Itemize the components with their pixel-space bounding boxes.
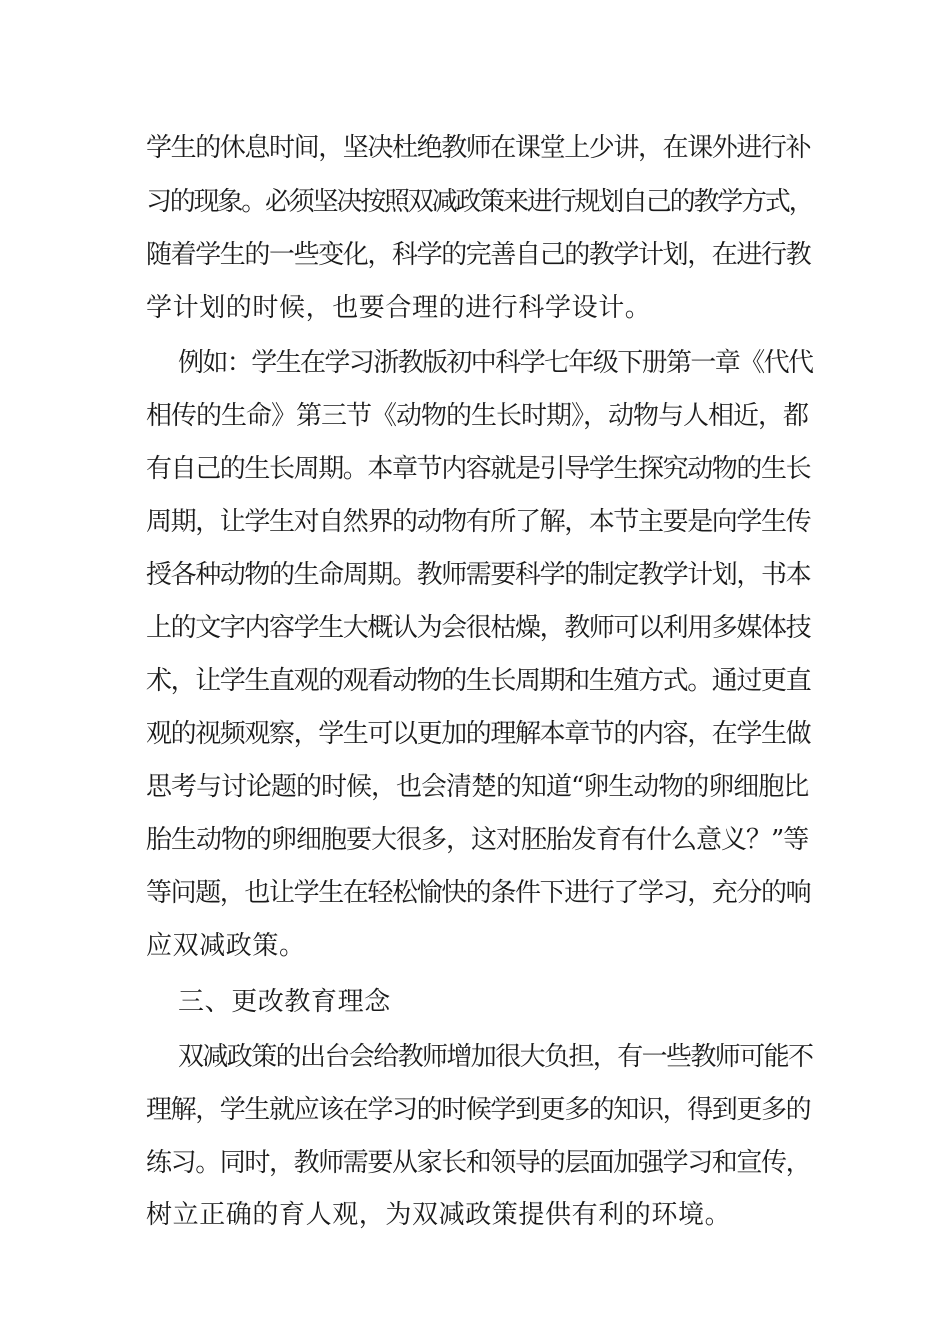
- paragraph-2-line-7: 术，让学生直观的观看动物的生长周期和生殖方式。通过更直: [146, 666, 811, 696]
- paragraph-2-line-4: 周期，让学生对自然界的动物有所了解，本节主要是向学生传: [146, 507, 811, 537]
- paragraph-1-line-2: 习的现象。必须坚决按照双减政策来进行规划自己的教学方式，: [146, 187, 813, 217]
- paragraph-2-line-5: 授各种动物的生命周期。教师需要科学的制定教学计划，书本: [146, 560, 811, 590]
- paragraph-2-line-9: 思考与讨论题的时候，也会清楚的知道“卵生动物的卵细胞比: [146, 772, 809, 802]
- paragraph-3-line-1: 双减政策的出台会给教师增加很大负担，有一些教师可能不: [178, 1042, 813, 1072]
- paragraph-2-line-11: 等问题，也让学生在轻松愉快的条件下进行了学习，充分的响: [146, 878, 811, 908]
- paragraph-2-line-3: 有自己的生长周期。本章节内容就是引导学生探究动物的生长: [146, 454, 811, 484]
- paragraph-2-line-6: 上的文字内容学生大概认为会很枯燥，教师可以利用多媒体技: [146, 613, 811, 643]
- paragraph-1-line-1: 学生的休息时间，坚决杜绝教师在课堂上少讲，在课外进行补: [146, 133, 811, 163]
- paragraph-2-line-1: 例如：学生在学习浙教版初中科学七年级下册第一章《代代: [178, 348, 813, 378]
- paragraph-2-line-12: 应双减政策。: [146, 931, 306, 961]
- paragraph-1-line-4: 学计划的时候，也要合理的进行科学设计。: [146, 293, 652, 323]
- paragraph-1-line-3: 随着学生的一些变化，科学的完善自己的教学计划，在进行教: [146, 240, 811, 270]
- section-heading: 三、更改教育理念: [178, 987, 391, 1017]
- paragraph-3-line-3: 练习。同时，教师需要从家长和领导的层面加强学习和宣传，: [146, 1148, 811, 1178]
- paragraph-2-line-8: 观的视频观察，学生可以更加的理解本章节的内容，在学生做: [146, 719, 811, 749]
- paragraph-3-line-4: 树立正确的育人观，为双减政策提供有利的环境。: [146, 1200, 732, 1230]
- paragraph-2-line-10: 胎生动物的卵细胞要大很多，这对胚胎发育有什么意义？”等: [146, 825, 809, 855]
- paragraph-3-line-2: 理解，学生就应该在学习的时候学到更多的知识，得到更多的: [146, 1095, 811, 1125]
- paragraph-2-line-2: 相传的生命》第三节《动物的生长时期》，动物与人相近，都: [146, 401, 809, 431]
